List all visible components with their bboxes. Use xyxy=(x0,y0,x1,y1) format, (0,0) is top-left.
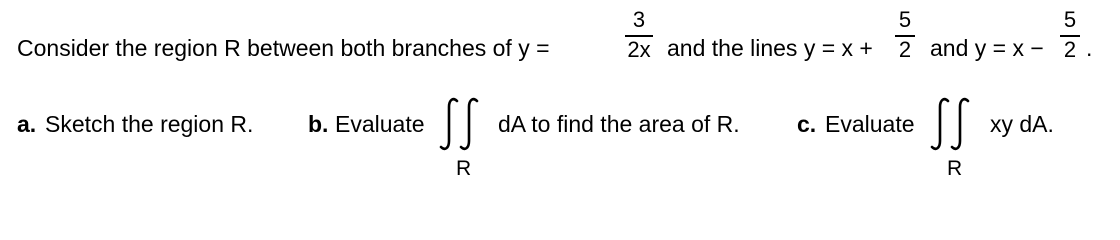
integral-1-integrand: dA to find the area of R. xyxy=(498,111,740,137)
fraction-numerator: 5 xyxy=(1063,7,1077,32)
part-b-text: Evaluate xyxy=(335,111,425,137)
fraction-numerator: 5 xyxy=(898,7,912,32)
lines-text-minus: and y = x − xyxy=(930,35,1044,61)
fraction-numerator: 3 xyxy=(632,7,646,32)
part-c-label: c. xyxy=(797,111,817,137)
part-b-label: b. xyxy=(308,111,329,137)
fraction-denominator: 2x xyxy=(627,37,651,62)
fraction-denominator: 2 xyxy=(898,37,912,62)
fraction-denominator: 2 xyxy=(1063,37,1077,62)
lines-text-plus: and the lines y = x + xyxy=(667,35,873,61)
part-a-text: Sketch the region R. xyxy=(45,111,254,137)
part-a-label: a. xyxy=(17,111,37,137)
intro-text: Consider the region R between both branches of y = xyxy=(17,35,550,61)
integral-region-label: R xyxy=(456,157,472,180)
sentence-period: . xyxy=(1086,35,1093,61)
double-integral-icon xyxy=(928,95,978,153)
integral-2-integrand: xy dA. xyxy=(990,111,1054,137)
part-c-text: Evaluate xyxy=(825,111,915,137)
double-integral-icon xyxy=(437,95,487,153)
integral-region-label: R xyxy=(947,157,963,180)
